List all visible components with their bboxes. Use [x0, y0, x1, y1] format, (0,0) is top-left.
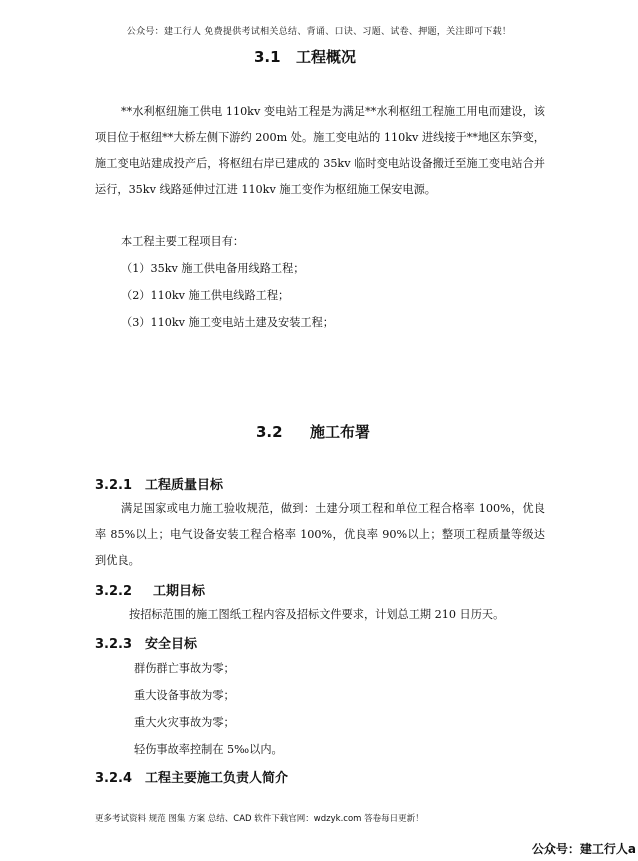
safety-goal-item: 轻伤事故率控制在 5‰以内。 [134, 743, 283, 756]
subsection-number: 3.2.3 [95, 637, 133, 652]
project-item: （3）110kv 施工变电站土建及安装工程； [121, 316, 334, 329]
overview-paragraph: **水利枢纽施工供电 110kv 变电站工程是为满足**水利枢纽工程施工用电而建设，该项目位于枢纽**大桥左侧下游约 200m 处。施工变电站的 110kv 进线接于**地区东笋变，施工变电站建成投产后，将枢纽右岸已建成的 35kv 临时变电站设备搬迁至施工变电站合并运行，35kv 线路延伸过江进 110kv 施工变作为枢纽施工保安电源。 [95, 105, 545, 196]
subsection-title: 工期目标 [153, 584, 206, 599]
project-items-intro: 本工程主要工程项目有： [121, 235, 245, 248]
page-header: 公众号：建工行人 免费提供考试相关总结、背诵、口诀、习题、试卷、押题，关注即可下载！ [126, 27, 512, 37]
subsection-title: 工程质量目标 [145, 478, 224, 493]
subsection-number: 3.2.2 [95, 584, 133, 599]
page-footer: 更多考试资料 规范 图集 方案 总结、CAD 软件下载官网：wdzyk.com 答卷每日更新！ [95, 814, 424, 824]
quality-goal-paragraph: 满足国家或电力施工验收规范，做到：土建分项工程和单位工程合格率 100%，优良率 85%以上；电气设备安装工程合格率 100%，优良率 90%以上；整项工程质量等级达到优良。 [95, 502, 545, 567]
subsection-title: 安全目标 [145, 637, 198, 652]
project-item: （2）110kv 施工供电线路工程； [121, 289, 290, 302]
safety-goal-item: 重大设备事故为零； [134, 689, 235, 702]
project-item: （1）35kv 施工供电备用线路工程； [121, 262, 305, 275]
safety-goal-item: 重大火灾事故为零； [134, 716, 235, 729]
subsection-number: 3.2.4 [95, 771, 133, 786]
safety-goal-item: 群伤群亡事故为零； [134, 662, 235, 675]
watermark: 公众号：建工行人a [531, 842, 636, 856]
subsection-3-2-3-heading [95, 633, 197, 652]
section-3-1-heading [254, 46, 356, 67]
subsection-3-2-1-heading [95, 474, 223, 493]
subsection-number: 3.2.1 [95, 478, 133, 493]
section-number: 3.2 [256, 423, 283, 441]
schedule-goal-paragraph: 按招标范围的施工图纸工程内容及招标文件要求，计划总工期 210 日历天。 [129, 608, 505, 621]
section-3-2-heading [256, 421, 370, 442]
subsection-title: 工程主要施工负责人简介 [145, 771, 289, 786]
subsection-3-2-2-heading [95, 580, 205, 599]
section-title: 工程概况 [296, 48, 357, 66]
section-title: 施工布署 [310, 423, 371, 441]
section-number: 3.1 [254, 48, 281, 66]
subsection-3-2-4-heading [95, 767, 288, 786]
